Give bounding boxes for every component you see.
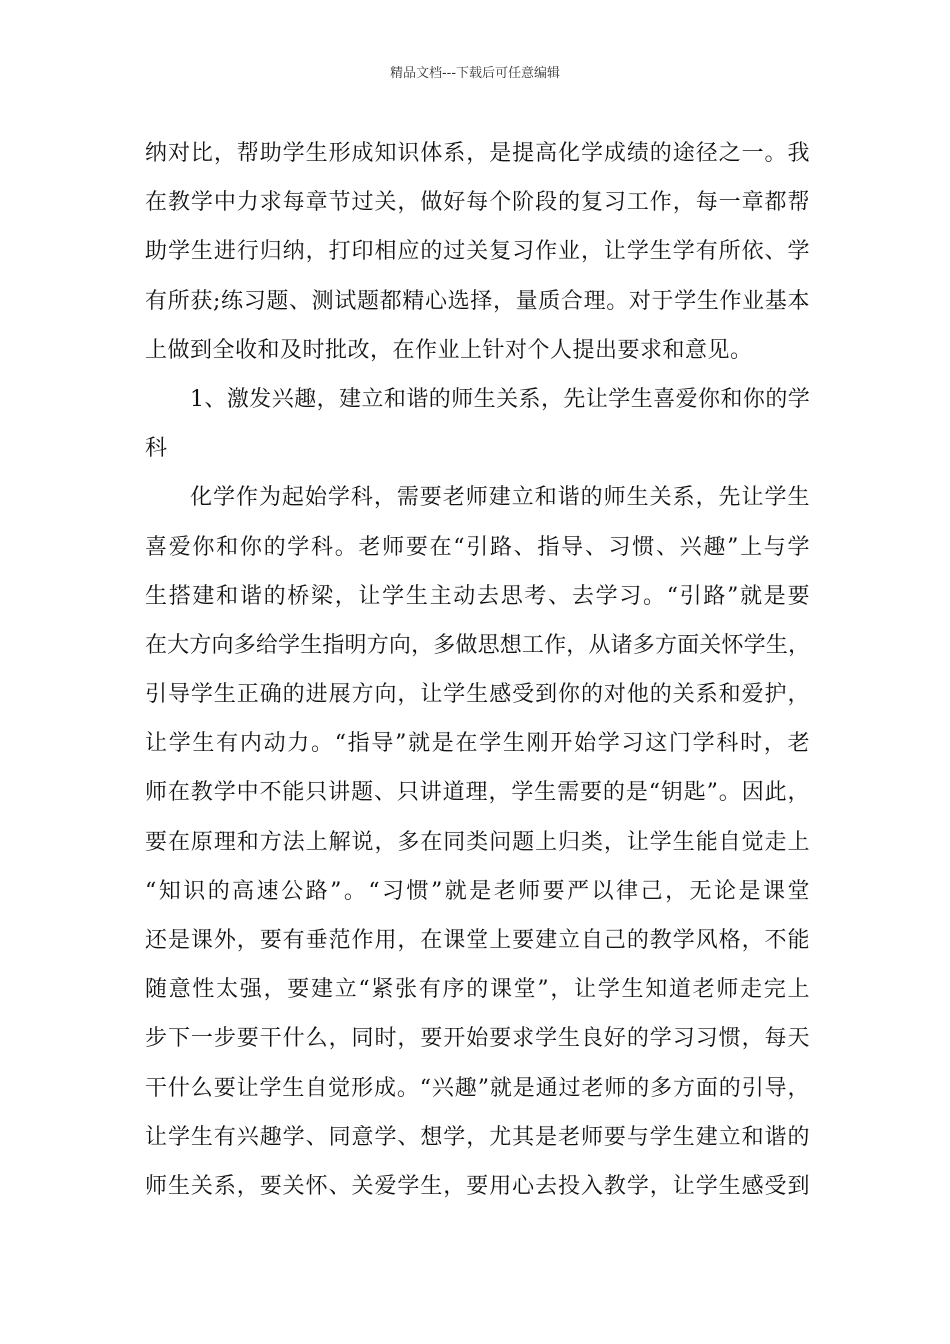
text-line: 纳对比，帮助学生形成知识体系，是提高化学成绩的途径之一。我: [145, 141, 810, 166]
text-line: 要在原理和方法上解说，多在同类问题上归类，让学生能自觉走上: [145, 829, 810, 855]
text-line: 步下一步要干什么，同时，要开始要求学生良好的学习习惯，每天: [145, 1026, 810, 1052]
text-line: 师生关系，要关怀、关爱学生，要用心去投入教学，让学生感受到: [145, 1173, 810, 1199]
text-line: 上做到全收和及时批改，在作业上针对个人提出要求和意见。: [145, 337, 753, 363]
section-heading-line: 1、激发兴趣，建立和谐的师生关系，先让学生喜爱你和你的学: [190, 386, 810, 412]
text-line: 助学生进行归纳，打印相应的过关复习作业，让学生学有所依、学: [145, 239, 810, 265]
text-line: 在教学中力求每章节过关，做好每个阶段的复习工作，每一章都帮: [145, 190, 810, 216]
text-line: 喜爱你和你的学科。老师要在“引路、指导、习惯、兴趣”上与学: [145, 534, 810, 560]
text-line: 引导学生正确的进展方向，让学生感受到你的对他的关系和爱护，: [145, 682, 810, 708]
section-heading-line: 科: [145, 436, 168, 462]
text-line: 还是课外，要有垂范作用，在课堂上要建立自己的教学风格，不能: [145, 928, 810, 953]
text-line: 让学生有兴趣学、同意学、想学，尤其是老师要与学生建立和谐的: [145, 1124, 810, 1150]
text-line: 在大方向多给学生指明方向，多做思想工作，从诸多方面关怀学生，: [145, 632, 810, 658]
text-line: 化学作为起始学科，需要老师建立和谐的师生关系，先让学生: [190, 485, 810, 511]
text-line: 师在教学中不能只讲题、只讲道理，学生需要的是“钥匙”。因此，: [145, 780, 810, 806]
text-line: 随意性太强，要建立“紧张有序的课堂”，让学生知道老师走完上: [145, 977, 810, 1003]
text-line: 生搭建和谐的桥梁，让学生主动去思考、去学习。“引路”就是要: [145, 583, 810, 609]
text-line: 让学生有内动力。“指导”就是在学生刚开始学习这门学科时，老: [145, 731, 810, 757]
text-line: 干什么要让学生自觉形成。“兴趣”就是通过老师的多方面的引导，: [145, 1075, 810, 1101]
text-line: 有所获;练习题、测试题都精心选择，量质合理。对于学生作业基本: [145, 288, 810, 314]
document-body: [145, 129, 810, 1211]
text-line: “知识的高速公路”。“习惯”就是老师要严以律己，无论是课堂: [145, 878, 810, 904]
page-header: 精品文档---下载后可任意编辑: [389, 66, 561, 81]
